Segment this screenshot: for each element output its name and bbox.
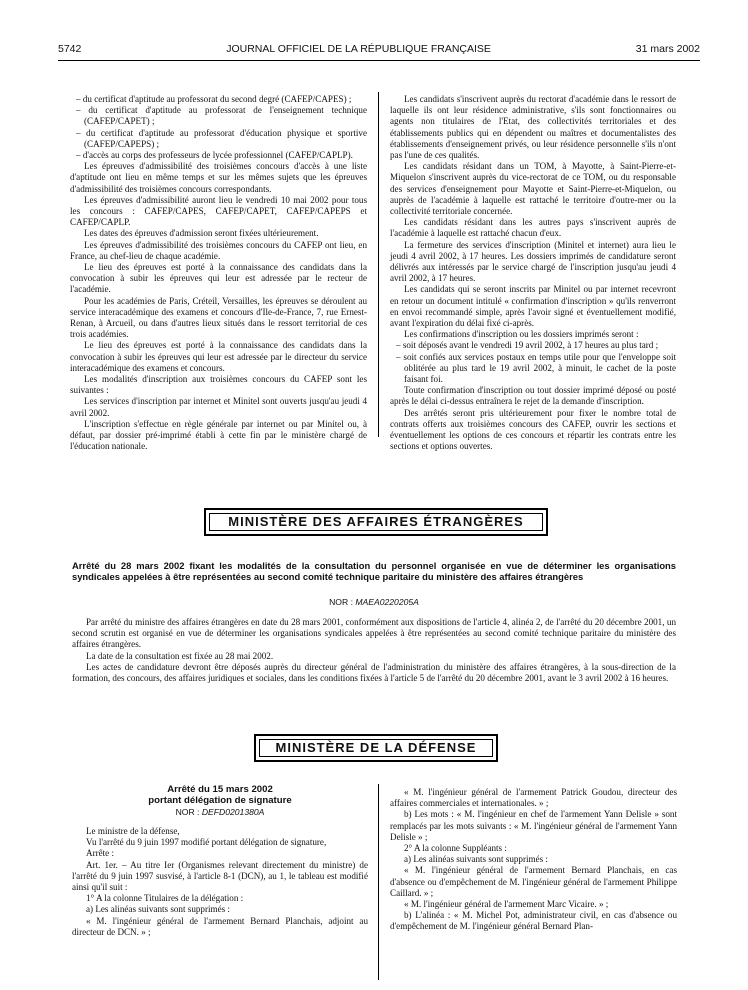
- top-right-column: [390, 94, 676, 453]
- paragraph: Des arrêtés seront pris ultérieurement pour fixer le nombre total de contrats offerts aux troisièmes concours des CAFEP, ouvrir les sections et éventuellement les options de ces concours et répartir les contrats entre les sections et options ouvertes.: [390, 407, 676, 452]
- top-left-column: [70, 94, 367, 453]
- paragraph: b) Les mots : « M. l'ingénieur en chef de l'armement Yann Delisle » sont remplacés par les mots suivants : « M. l'ingénieur général de l'armement Yann Delisle » ;: [390, 809, 677, 842]
- paragraph: Par arrêté du ministre des affaires étrangères en date du 28 mars 2001, conformément aux dispositions de l'article 4, alinéa 2, de l'arrêté du 20 décembre 2001, un second scrutin est organisé en vue de déterminer les organisations syndicales appelées à être représentées au second comité technique paritaire du ministère des affaires étrangères.: [72, 617, 676, 650]
- paragraph: – soit confiés aux services postaux en temps utile pour que l'enveloppe soit oblitérée au plus tard le 19 avril 2002, à minuit, le cachet de la poste faisant foi.: [396, 351, 676, 385]
- paragraph: Arrête :: [86, 848, 115, 859]
- arrete-foreign-affairs-body: [72, 617, 676, 684]
- paragraph: Les épreuves d'admissibilité des troisièmes concours d'accès à une liste d'aptitude ont lieu en même temps et sur les mêmes sujets que les épreuves d'admissibilité des troisièmes concours correspondants.: [70, 161, 367, 194]
- ministry-defense-box: [254, 734, 498, 762]
- paragraph: Les actes de candidature devront être déposés auprès du directeur général de l'administration du ministère des affaires étrangères, à la sous-direction de la formation, des concours, des affaires juridiques et sociales, dans les conditions fixées à l'article 5 de l'arrêté du 20 décembre 2001, avant le 3 avril 2002 à 16 heures.: [72, 661, 676, 684]
- ministry-foreign-affairs-title: MINISTÈRE DES AFFAIRES ÉTRANGÈRES: [228, 514, 524, 529]
- paragraph: Les épreuves d'admissibilité des troisièmes concours du CAFEP ont lieu, en France, au chef-lieu de chaque académie.: [70, 239, 367, 261]
- paragraph: Le lieu des épreuves est porté à la connaissance des candidats dans la convocation à subir les épreuves qui leur est adressée par le recteur de l'académie.: [70, 262, 367, 295]
- defense-nor-code: DEFD0201380A: [201, 807, 265, 817]
- paragraph: La date de la consultation est fixée au 28 mai 2002.: [86, 650, 274, 661]
- paragraph: Toute confirmation d'inscription ou tout dossier imprimé déposé ou posté après le délai ci-dessus entraînera le rejet de la demande d'inscription.: [390, 385, 676, 407]
- paragraph: a) Les alinéas suivants sont supprimés :: [404, 854, 548, 865]
- paragraph: « M. l'ingénieur général de l'armement Bernard Planchais, adjoint au directeur de DCN. » ;: [72, 915, 368, 937]
- defense-nor-reference: [72, 807, 368, 817]
- arrete-defense-title-line2: portant délégation de signature: [148, 795, 292, 806]
- paragraph: 2° A la colonne Suppléants :: [404, 843, 507, 854]
- paragraph: – du certificat d'aptitude au professorat du second degré (CAFEP/CAPES) ;: [76, 94, 352, 104]
- ministry-foreign-affairs-box: [204, 508, 548, 536]
- defense-right-column: [390, 787, 677, 933]
- paragraph: « M. l'ingénieur général de l'armement Patrick Goudou, directeur des affaires commerciales et internationales. » ;: [390, 787, 677, 809]
- nor-label: NOR :: [329, 597, 353, 607]
- paragraph: Les confirmations d'inscription ou les dossiers imprimés seront :: [404, 329, 639, 340]
- page-header: [58, 43, 700, 55]
- paragraph: – soit déposés avant le vendredi 19 avril 2002, à 17 heures au plus tard ;: [396, 340, 659, 351]
- paragraph: Vu l'arrêté du 9 juin 1997 modifié portant délégation de signature,: [86, 837, 327, 848]
- paragraph: L'inscription s'effectue en règle générale par internet ou par Minitel ou, à défaut, par dossier pré-imprimé établi à cette fin par le ministère chargé de l'éducation nationale.: [70, 418, 367, 452]
- paragraph: – du certificat d'aptitude au professorat d'éducation physique et sportive (CAFEP/CAPEPS) ;: [76, 127, 367, 149]
- paragraph: Les services d'inscription par internet et Minitel sont ouverts jusqu'au jeudi 4 avril 2002.: [70, 396, 367, 418]
- arrete-foreign-affairs-title: Arrêté du 28 mars 2002 fixant les modalités de la consultation du personnel organisée en vue de déterminer les organisations syndicales appelées à être représentées au second comité technique paritaire du ministère des affaires étrangères: [72, 560, 676, 582]
- paragraph: Les candidats qui se seront inscrits par Minitel ou par internet recevront en retour un document intitulé « confirmation d'inscription » qu'ils renverront en envoi recommandé simple, après l'avoir signé et éventuellement modifié, avant l'expiration du délai fixé ci-après.: [390, 284, 676, 329]
- page-number: 5742: [58, 43, 82, 55]
- issue-date: 31 mars 2002: [635, 43, 700, 55]
- paragraph: « M. l'ingénieur général de l'armement Bernard Planchais, en cas d'absence ou d'empêchement de M. l'ingénieur général de l'armement Philippe Caillard. » ;: [390, 865, 677, 898]
- paragraph: 1° A la colonne Titulaires de la délégation :: [86, 893, 244, 904]
- paragraph: Pour les académies de Paris, Créteil, Versailles, les épreuves se déroulent au service interacadémique des examens et concours d'Ile-de-France, 7, rue Ernest-Renan, à Arcueil, ou dans d'autres lieux situés dans le ressort territorial de ces trois académies.: [70, 295, 367, 340]
- paragraph: Les candidats s'inscrivent auprès du rectorat d'académie dans le ressort de laquelle ils ont leur résidence administrative, s'ils sont fonctionnaires ou agents non titulaires de l'Etat, des collectivités territoriales et des établissements publics qui en dépendent ou maîtres et documentalistes des établissements d'enseignement privés, ou leur résidence personnelle s'ils n'ont pas l'une de ces qualités.: [390, 94, 676, 161]
- paragraph: La fermeture des services d'inscription (Minitel et internet) aura lieu le jeudi 4 avril 2002, à 17 heures. Les dossiers imprimés de candidature seront délivrés aux intéressés par le service chargé de l'inscription jusqu'au jeudi 4 avril 2002, à 17 heures.: [390, 239, 676, 284]
- paragraph: a) Les alinéas suivants sont supprimés :: [86, 904, 230, 915]
- defense-column-divider: [378, 784, 379, 980]
- ministry-defense-title: MINISTÈRE DE LA DÉFENSE: [275, 740, 477, 755]
- paragraph: – du certificat d'aptitude au professorat de l'enseignement technique (CAFEP/CAPET) ;: [76, 105, 367, 127]
- header-rule: [58, 60, 700, 61]
- paragraph: b) L'alinéa : « M. Michel Pot, administrateur civil, en cas d'absence ou d'empêchement de M. l'ingénieur général Bernard Plan-: [390, 910, 677, 932]
- paragraph: Les candidats résidant dans les autres pays s'inscrivent auprès de l'académie à laquelle est rattaché chacun d'eux.: [390, 217, 676, 239]
- arrete-defense-title-line1: Arrêté du 15 mars 2002: [167, 784, 273, 795]
- paragraph: Le lieu des épreuves est porté à la connaissance des candidats dans la convocation à subir les épreuves qui leur est adressée par le directeur du service interacadémique des examens et concours.: [70, 340, 367, 373]
- paragraph: Les modalités d'inscription aux troisièmes concours du CAFEP sont les suivantes :: [70, 374, 367, 396]
- column-divider: [378, 92, 379, 437]
- nor-code: MAEA0220205A: [355, 597, 419, 607]
- paragraph: « M. l'ingénieur général de l'armement Marc Vicaire. » ;: [404, 899, 609, 910]
- journal-title: JOURNAL OFFICIEL DE LA RÉPUBLIQUE FRANÇAISE: [226, 43, 491, 55]
- paragraph: – d'accès au corps des professeurs de lycée professionnel (CAFEP/CAPLP).: [76, 150, 353, 161]
- defense-left-column: [72, 826, 368, 938]
- nor-reference: [72, 597, 676, 607]
- paragraph: Les dates des épreuves d'admission seront fixées ultérieurement.: [84, 228, 319, 239]
- paragraph: Les épreuves d'admissibilité auront lieu le vendredi 10 mai 2002 pour tous les concours : CAFEP/CAPES, CAFEP/CAPET, CAFEP/CAPEPS et CAFEP/CAPLP.: [70, 194, 367, 228]
- paragraph: Art. 1er. – Au titre Ier (Organismes relevant directement du ministre) de l'arrêté du 9 juin 1997 susvisé, à l'article 8-1 (DCN), au 1, le tableau est modifié ainsi qu'il suit :: [72, 859, 368, 893]
- paragraph: Les candidats résidant dans un TOM, à Mayotte, à Saint-Pierre-et-Miquelon s'inscrivent auprès du vice-rectorat de ce TOM, ou du responsable des services d'enseignement pour Mayotte et Saint-Pierre-et-Miquelon, ou auprès de l'académie à laquelle est rattaché le territoire d'outre-mer ou la collectivité territoriale concernée.: [390, 161, 676, 217]
- arrete-defense-heading: [72, 784, 368, 817]
- defense-nor-label: NOR :: [175, 807, 200, 817]
- paragraph: Le ministre de la défense,: [86, 826, 180, 836]
